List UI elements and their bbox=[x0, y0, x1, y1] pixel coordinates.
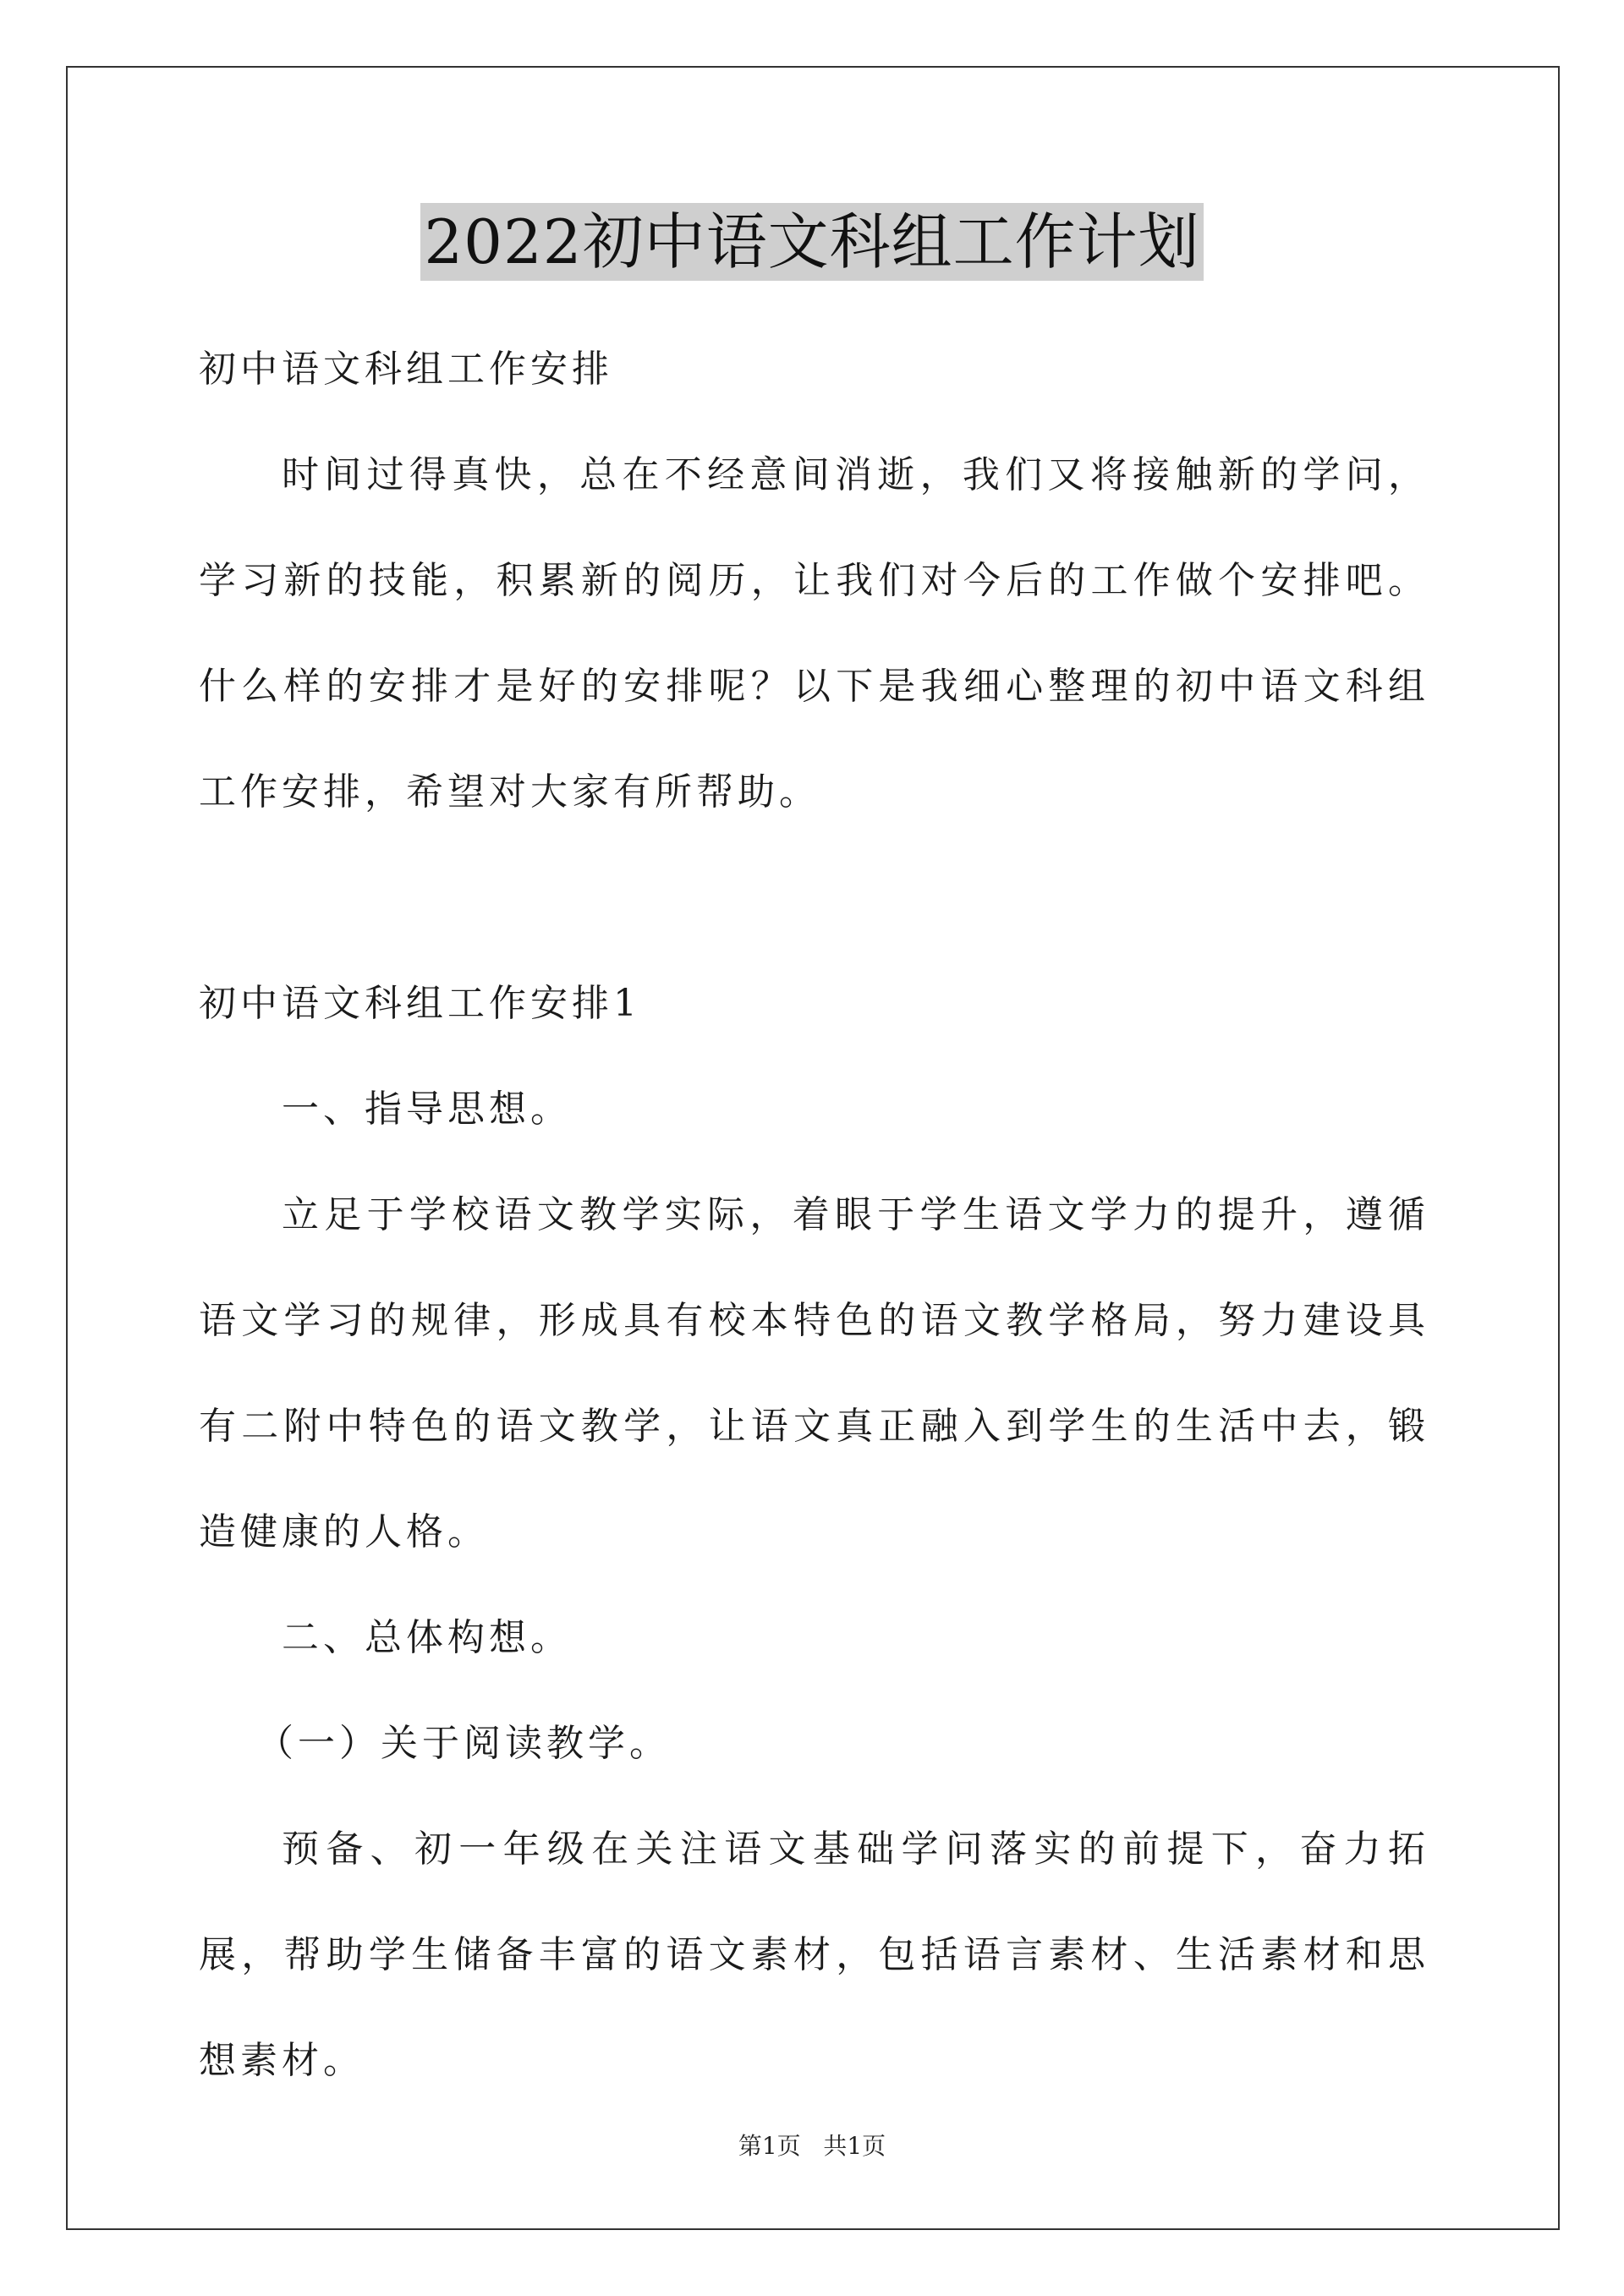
document-title: 2022初中语文科组工作计划 bbox=[420, 203, 1203, 281]
document-body bbox=[199, 316, 1429, 2113]
paragraph-guiding-ideology: 立足于学校语文教学实际，着眼于学生语文学力的提升，遵循语文学习的规律，形成具有校本特色的语文教学格局，努力建设具有二附中特色的语文教学，让语文真正融入到学生的生活中去，锻造健康的人格。 bbox=[199, 1193, 1429, 1553]
page-footer: 第1页 共1页 bbox=[738, 2132, 886, 2160]
section-heading: 初中语文科组工作安排1 bbox=[199, 982, 641, 1025]
intro-paragraph: 时间过得真快，总在不经意间消逝，我们又将接触新的学问，学习新的技能，积累新的阅历，让我们对今后的工作做个安排吧。什么样的安排才是好的安排呢？以下是我细心整理的初中语文科组工作安排，希望对大家有所帮助。 bbox=[199, 453, 1429, 814]
title-area bbox=[0, 203, 1624, 281]
paragraph-reading-teaching: 预备、初一年级在关注语文基础学问落实的前提下，奋力拓展，帮助学生储备丰富的语文素材，包括语言素材、生活素材和思想素材。 bbox=[199, 1827, 1429, 2082]
blank-line bbox=[199, 845, 1429, 951]
heading-guiding-ideology: 一、指导思想。 bbox=[282, 1088, 572, 1131]
heading-overall-plan: 二、总体构想。 bbox=[282, 1616, 572, 1659]
document-subtitle: 初中语文科组工作安排 bbox=[199, 348, 613, 391]
subheading-reading-teaching: （一）关于阅读教学。 bbox=[256, 1722, 671, 1765]
